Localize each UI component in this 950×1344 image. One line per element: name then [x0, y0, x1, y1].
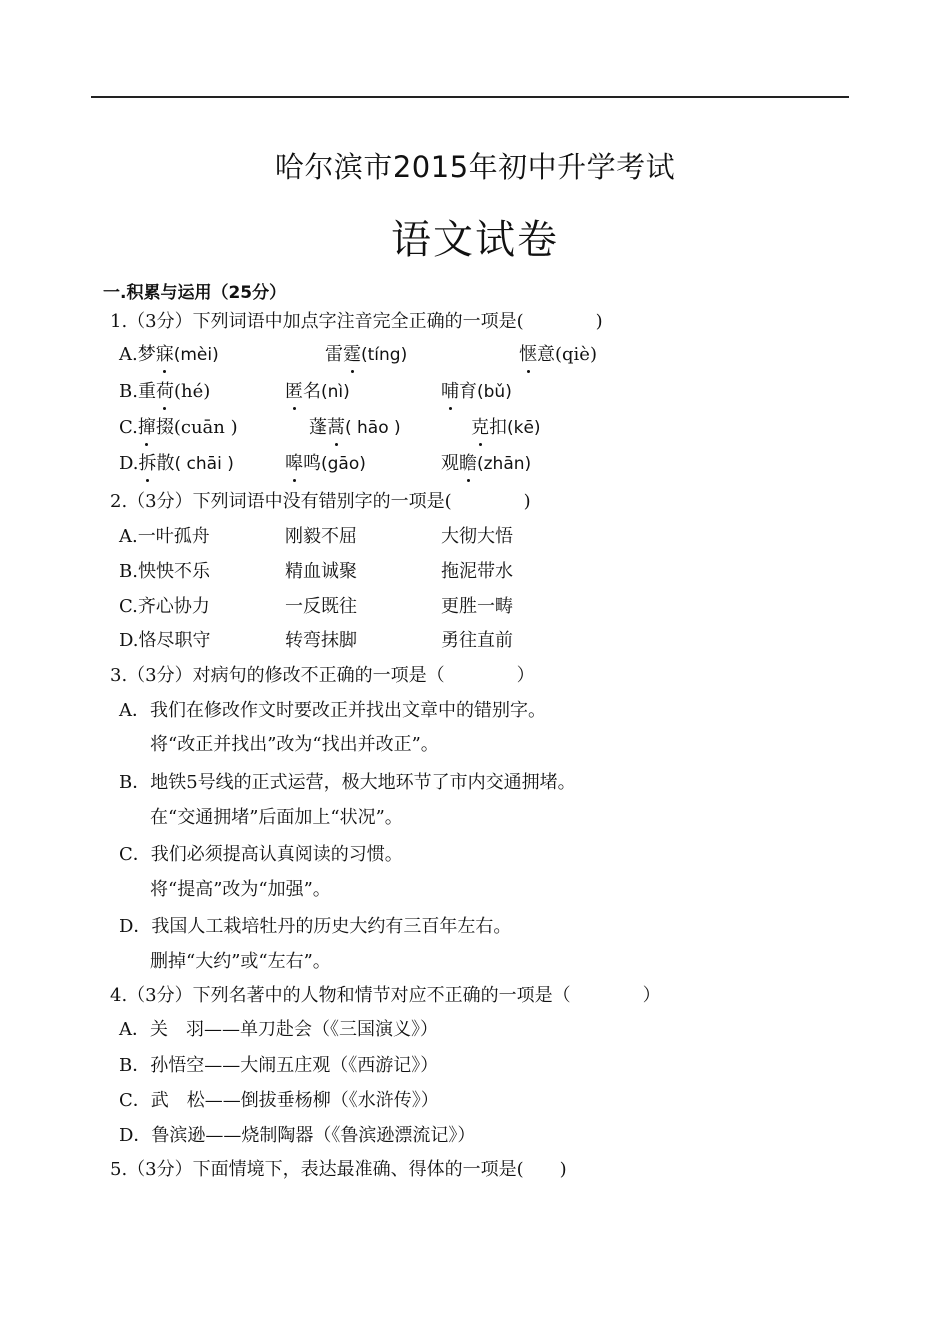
q1-option-b-w3: 哺育(bǔ)	[441, 381, 512, 402]
q3-option-c-fix: 将“提高”改为“加强”。	[150, 879, 331, 900]
q3-stem: 3.（3分）对病句的修改不正确的一项是（ ）	[110, 665, 535, 686]
q3-option-b-fix: 在“交通拥堵”后面加上“状况”。	[150, 807, 403, 828]
q2-option-b-w2: 精血诚聚	[285, 561, 357, 582]
q1-option-a-w2: 雷霆(tíng)	[325, 344, 408, 365]
q2-option-d-w2: 转弯抹脚	[285, 630, 357, 651]
q2-option-b-w1: B.怏怏不乐	[119, 561, 210, 582]
q2-option-a-w1: A.一叶孤舟	[119, 526, 210, 547]
q4-option-d: D．鲁滨逊——烧制陶器（《鲁滨逊漂流记》）	[119, 1125, 476, 1146]
q2-stem: 2.（3分）下列词语中没有错别字的一项是( )	[110, 491, 531, 512]
q1-option-a-w1: A.梦寐(mèi)	[119, 344, 219, 365]
q3-option-d-fix: 删掉“大约”或“左右”。	[150, 951, 331, 972]
q3-option-d: D．我国人工栽培牡丹的历史大约有三百年左右。	[119, 916, 512, 937]
q1-option-a-w3: 惬意(qiè)	[519, 344, 597, 365]
q4-option-c: C．武 松——倒拔垂杨柳（《水浒传》）	[119, 1090, 439, 1111]
q2-option-c-w3: 更胜一畴	[441, 596, 513, 617]
q3-option-c: C．我们必须提高认真阅读的习惯。	[119, 844, 403, 865]
q1-option-c-w1: C.撺掇(cuān )	[119, 417, 238, 438]
q3-option-a: A．我们在修改作文时要改正并找出文章中的错别字。	[119, 700, 546, 721]
exam-title: 哈尔滨市2015年初中升学考试	[274, 150, 676, 184]
q1-option-d-w1: D.拆散( chāi )	[119, 453, 234, 474]
q1-option-c-w3: 克扣(kē)	[471, 417, 541, 438]
q1-option-b-w2: 匿名(nì)	[285, 381, 350, 402]
q2-option-c-w1: C.齐心协力	[119, 596, 210, 617]
q1-stem: 1.（3分）下列词语中加点字注音完全正确的一项是( )	[110, 311, 603, 332]
q1-option-c-w2: 蓬蒿( hāo )	[309, 417, 401, 438]
q3-option-a-fix: 将“改正并找出”改为“找出并改正”。	[150, 734, 439, 755]
q2-option-d-w1: D.恪尽职守	[119, 630, 211, 651]
q5-stem: 5.（3分）下面情境下，表达最准确、得体的一项是( )	[110, 1159, 567, 1180]
q1-option-d-w3: 观瞻(zhān)	[441, 453, 532, 474]
q4-option-a: A．关 羽——单刀赴会（《三国演义》）	[119, 1019, 438, 1040]
q2-option-a-w3: 大彻大悟	[441, 526, 513, 547]
exam-subtitle: 语文试卷	[391, 217, 559, 263]
q4-option-b: B．孙悟空——大闹五庄观（《西游记》）	[119, 1055, 439, 1076]
q2-option-a-w2: 刚毅不屈	[285, 526, 357, 547]
q3-option-b: B．地铁5号线的正式运营，极大地环节了市内交通拥堵。	[119, 772, 576, 793]
q2-option-c-w2: 一反既往	[285, 596, 357, 617]
q2-option-d-w3: 勇往直前	[441, 630, 513, 651]
q2-option-b-w3: 拖泥带水	[441, 561, 513, 582]
q1-option-d-w2: 嗥鸣(gāo)	[285, 453, 366, 474]
header-rule	[91, 96, 849, 98]
q4-stem: 4.（3分）下列名著中的人物和情节对应不正确的一项是（ ）	[110, 985, 661, 1006]
q1-option-b-w1: B.重荷(hé)	[119, 381, 211, 402]
section-heading: 一.积累与运用（25分）	[103, 283, 287, 303]
